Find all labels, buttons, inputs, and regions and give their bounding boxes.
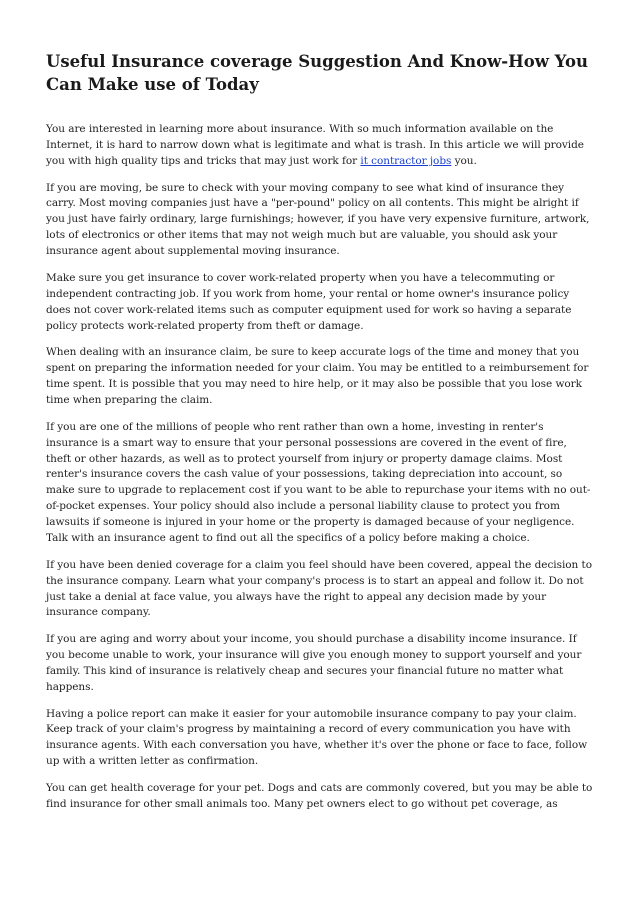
paragraph-police-report: Having a police report can make it easier for your automobile insurance company to pay your claim. Keep track of your claim's progress by maintaining a record of every communication you have with insurance agents. With each conversation you have, whether it's over the phone or face to face, follow up with a written letter as confirmation. [46, 707, 588, 768]
paragraph-work-property: Make sure you get insurance to cover work-related property when you have a telecommuting or independent contracting job. If you work from home, your rental or home owner's insurance policy does not cover work-related items such as computer equipment used for work so having a separate policy protects work-related property from theft or damage. [46, 271, 572, 332]
document-page [46, 50, 594, 824]
paragraph-pet-coverage: You can get health coverage for your pet. Dogs and cats are commonly covered, but you may be able to find insurance for other small animals too. Many pet owners elect to go without pet coverage, as [46, 782, 593, 810]
paragraph-renters-insurance: If you are one of the millions of people who rent rather than own a home, investing in renter's insurance is a smart way to ensure that your personal possessions are covered in the event of fire, theft or other hazards, as well as to protect yourself from injury or property damage claims. Most renter's insurance covers the cash value of your possessions, taking depreciation into account, so make sure to upgrade to replacement cost if you want to be able to repurchase your items with no out-of-pocket expenses. Your policy should also include a personal liability clause to protect you from lawsuits if someone is injured in your home or the property is damaged because of your negligence. Talk with an insurance agent to find out all the specifics of a policy before making a choice. [46, 420, 591, 545]
paragraph-appeal-denial: If you have been denied coverage for a claim you feel should have been covered, appeal the decision to the insurance company. Learn what your company's process is to start an appeal and follow it. Do not just take a denial at face value, you always have the right to appeal any decision made by your insurance company. [46, 558, 592, 619]
intro-paragraph [46, 122, 594, 170]
intro-text-before-link: You are interested in learning more about insurance. With so much information available on the Internet, it is hard to narrow down what is legitimate and what is trash. In this article we will provide you with high quality tips and tricks that may just work for [46, 123, 584, 167]
document-title: Useful Insurance coverage Suggestion And Know-How You Can Make use of Today [46, 52, 589, 94]
paragraph-moving-insurance: If you are moving, be sure to check with your moving company to see what kind of insurance they carry. Most moving companies just have a "per-pound" policy on all contents. This might be alright if you just have fairly ordinary, large furnishings; however, if you have very expensive furniture, artwork, lots of electronics or other items that may not weigh much but are valuable, you should ask your insurance agent about supplemental moving insurance. [46, 181, 590, 258]
intro-text-after-link: you. [451, 154, 477, 167]
paragraph-claim-logs: When dealing with an insurance claim, be sure to keep accurate logs of the time and money that you spent on preparing the information needed for your claim. You may be entitled to a reimbursement for time spent. It is possible that you may need to hire help, or it may also be possible that you lose work time when preparing the claim. [46, 346, 589, 406]
it-contractor-jobs-link[interactable]: it contractor jobs [360, 154, 452, 167]
paragraph-disability-insurance: If you are aging and worry about your income, you should purchase a disability income insurance. If you become unable to work, your insurance will give you enough money to support yourself and your family. This kind of insurance is relatively cheap and secures your financial future no matter what happens. [46, 633, 582, 693]
